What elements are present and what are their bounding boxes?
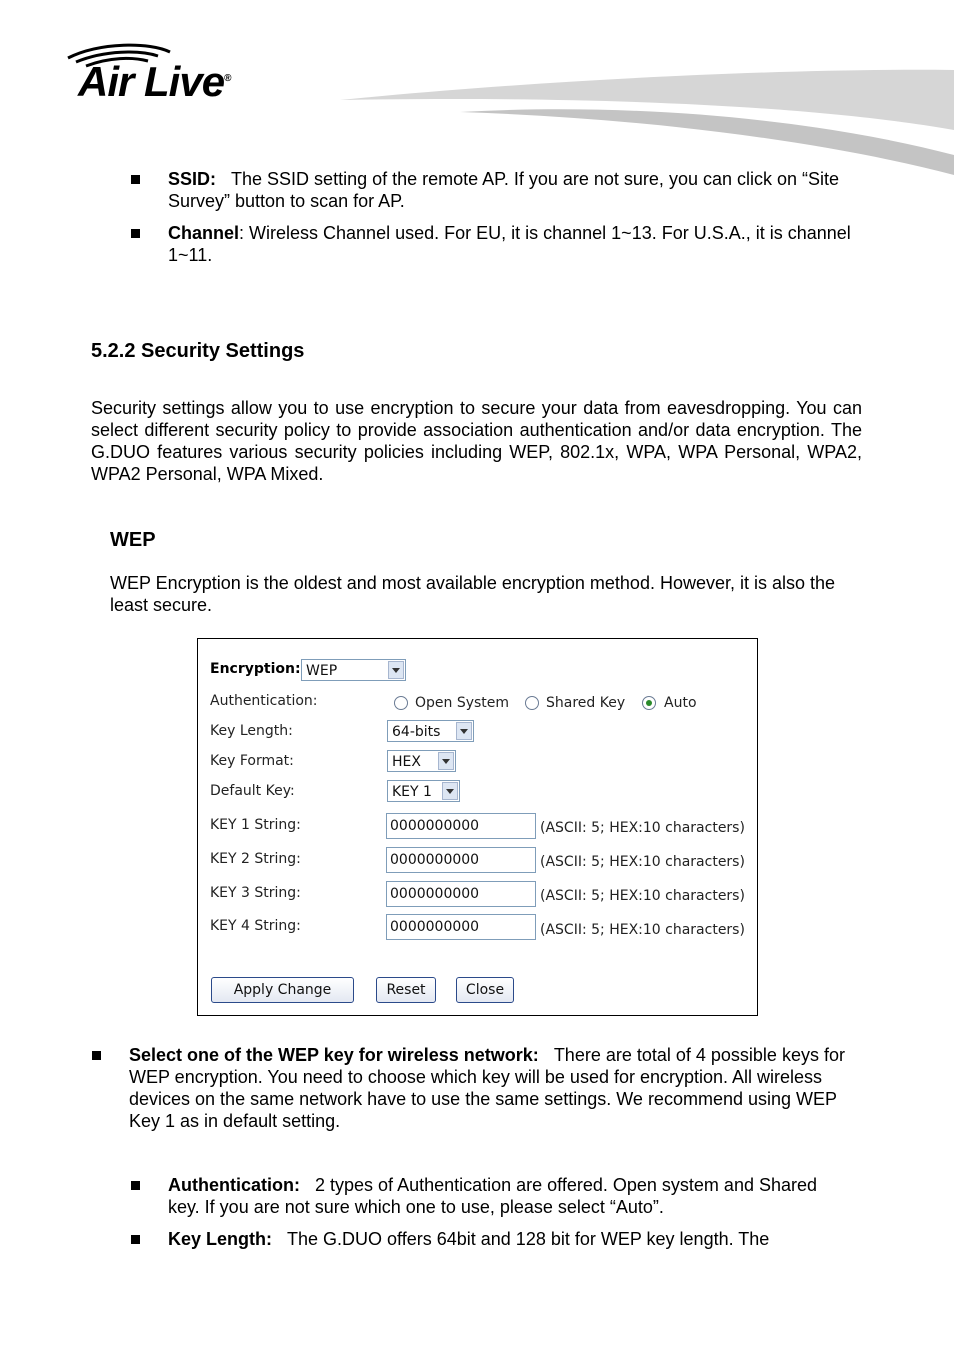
key1-input[interactable]: 0000000000 — [386, 813, 536, 839]
key-format-label: Key Format: — [210, 753, 294, 769]
bullet-key-length: Key Length: The G.DUO offers 64bit and 128 bit for WEP key length. The — [168, 1228, 862, 1250]
bullet-square-icon — [131, 1235, 140, 1244]
key4-hint: (ASCII: 5; HEX:10 characters) — [540, 922, 745, 938]
apply-change-button[interactable]: Apply Change — [211, 977, 354, 1003]
key-format-value: HEX — [392, 754, 421, 770]
key4-label: KEY 4 String: — [210, 918, 301, 934]
key2-label: KEY 2 String: — [210, 851, 301, 867]
bullet-square-icon — [131, 229, 140, 238]
key-length-select[interactable] — [387, 720, 474, 742]
wep-heading: WEP — [110, 529, 156, 551]
chevron-down-icon — [442, 782, 458, 800]
key2-hint: (ASCII: 5; HEX:10 characters) — [540, 854, 745, 870]
key1-label: KEY 1 String: — [210, 817, 301, 833]
chevron-down-icon — [438, 752, 454, 770]
chevron-down-icon — [456, 722, 472, 740]
section-heading: 5.2.2 Security Settings — [91, 340, 305, 362]
bullet-select-wep-key: Select one of the WEP key for wireless network: There are total of 4 possible keys for WEP encryption. You need to choose which key will be used for encryption. All wireless devices on the same network have to use the same settings. We recommend using WEP Key 1 as in default setting. — [129, 1044, 863, 1132]
key-format-select[interactable] — [387, 750, 456, 772]
bullet-ssid: SSID: The SSID setting of the remote AP. If you are not sure, you can click on “Site Survey” button to scan for AP. — [168, 168, 862, 212]
bullet-square-icon — [131, 175, 140, 184]
bullet-square-icon — [92, 1051, 101, 1060]
radio-shared-key[interactable] — [525, 696, 539, 710]
reset-button[interactable]: Reset — [376, 977, 436, 1003]
key3-label: KEY 3 String: — [210, 885, 301, 901]
encryption-label: Encryption: — [210, 661, 301, 677]
key2-input[interactable]: 0000000000 — [386, 847, 536, 873]
key-length-value: 64-bits — [392, 724, 441, 740]
key4-input[interactable]: 0000000000 — [386, 914, 536, 940]
key-length-label: Key Length: — [210, 723, 293, 739]
radio-open-system-label: Open System — [415, 695, 510, 711]
radio-auto-label: Auto — [664, 695, 697, 711]
default-key-label: Default Key: — [210, 783, 295, 799]
bullet-authentication: Authentication: 2 types of Authentication are offered. Open system and Shared key. If you are not sure which one to use, please select “Auto”. — [168, 1174, 828, 1218]
header-swoosh-decoration — [340, 60, 954, 180]
chevron-down-icon — [388, 661, 404, 679]
default-key-select[interactable] — [387, 780, 460, 802]
radio-open-system[interactable] — [394, 696, 408, 710]
bullet-channel: Channel: Wireless Channel used. For EU, it is channel 1~13. For U.S.A., it is channel 1~11. — [168, 222, 862, 266]
authentication-label: Authentication: — [210, 693, 318, 709]
wep-settings-panel — [197, 638, 758, 1016]
radio-shared-key-label: Shared Key — [546, 695, 626, 711]
key3-input[interactable]: 0000000000 — [386, 881, 536, 907]
wep-description: WEP Encryption is the oldest and most available encryption method. However, it is also the least secure. — [110, 573, 836, 615]
encryption-select[interactable] — [301, 659, 406, 681]
key1-hint: (ASCII: 5; HEX:10 characters) — [540, 820, 745, 836]
encryption-value: WEP — [306, 663, 338, 679]
section-intro: Security settings allow you to use encryption to secure your data from eavesdropping. You can select different security policy to provide association authentication and/or data encryption. The G.DUO features various security policies including WEP, 802.1x, WPA, WPA Personal, WPA2, WPA2 Personal, WPA Mixed. — [91, 398, 862, 484]
default-key-value: KEY 1 — [392, 784, 432, 800]
bullet-square-icon — [131, 1181, 140, 1190]
close-button[interactable]: Close — [456, 977, 514, 1003]
radio-auto[interactable] — [642, 696, 656, 710]
logo-wordmark: Air Live® — [78, 58, 231, 105]
key3-hint: (ASCII: 5; HEX:10 characters) — [540, 888, 745, 904]
